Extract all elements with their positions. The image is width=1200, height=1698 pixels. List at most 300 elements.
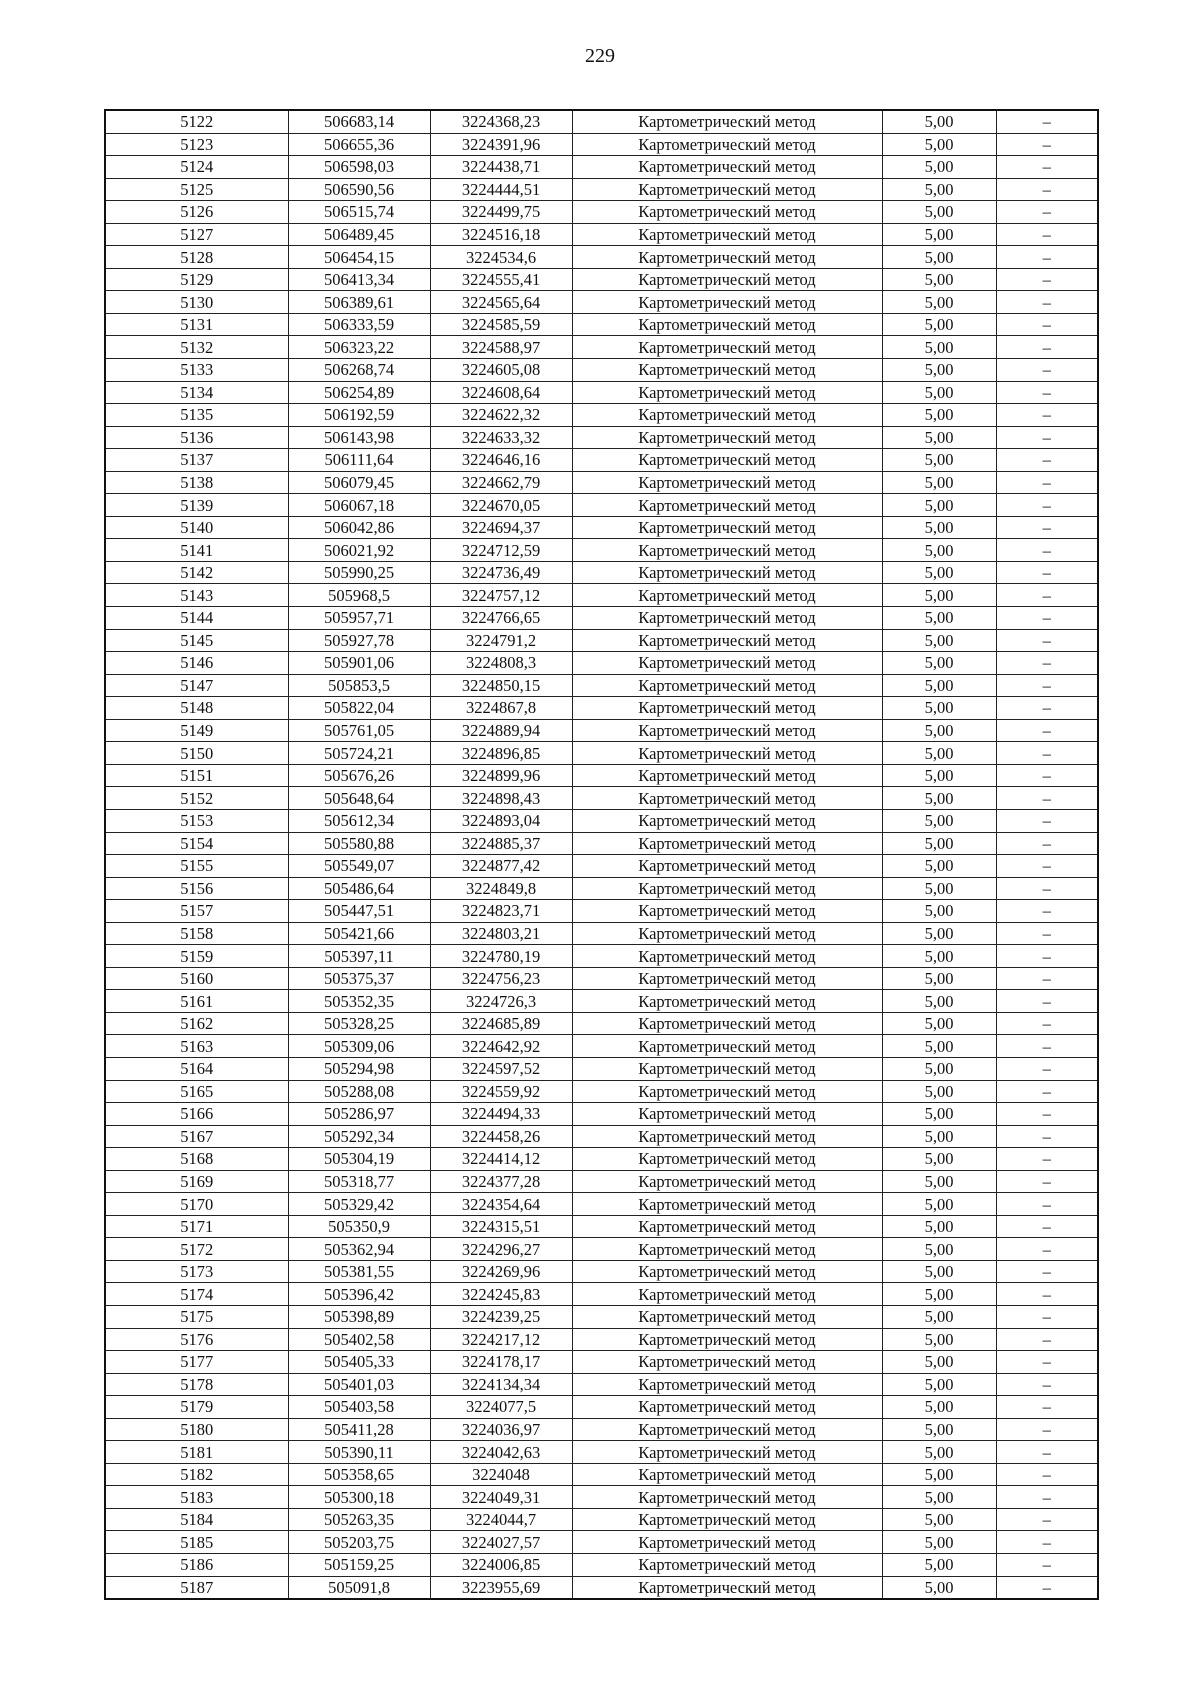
note-cell: – (996, 1125, 1098, 1148)
method-cell: Картометрический метод (572, 967, 882, 990)
x-coordinate-cell: 506143,98 (288, 426, 430, 449)
table-row (105, 268, 1098, 291)
accuracy-cell: 5,00 (882, 539, 996, 562)
table-row (105, 1125, 1098, 1148)
y-coordinate-cell: 3224239,25 (430, 1305, 572, 1328)
x-coordinate-cell: 505294,98 (288, 1057, 430, 1080)
x-coordinate-cell: 505402,58 (288, 1328, 430, 1351)
accuracy-cell: 5,00 (882, 1554, 996, 1577)
table-row (105, 561, 1098, 584)
note-cell: – (996, 1260, 1098, 1283)
x-coordinate-cell: 506454,15 (288, 246, 430, 269)
table-row (105, 1215, 1098, 1238)
point-number-cell: 5178 (105, 1373, 288, 1396)
method-cell: Картометрический метод (572, 1125, 882, 1148)
y-coordinate-cell: 3224597,52 (430, 1057, 572, 1080)
point-number-cell: 5184 (105, 1508, 288, 1531)
accuracy-cell: 5,00 (882, 697, 996, 720)
x-coordinate-cell: 505968,5 (288, 584, 430, 607)
method-cell: Картометрический метод (572, 223, 882, 246)
table-row (105, 426, 1098, 449)
note-cell: – (996, 832, 1098, 855)
accuracy-cell: 5,00 (882, 156, 996, 179)
method-cell: Картометрический метод (572, 156, 882, 179)
accuracy-cell: 5,00 (882, 494, 996, 517)
accuracy-cell: 5,00 (882, 945, 996, 968)
table-row (105, 471, 1098, 494)
accuracy-cell: 5,00 (882, 1531, 996, 1554)
table-row (105, 1554, 1098, 1577)
method-cell: Картометрический метод (572, 516, 882, 539)
note-cell: – (996, 764, 1098, 787)
accuracy-cell: 5,00 (882, 336, 996, 359)
x-coordinate-cell: 505990,25 (288, 561, 430, 584)
x-coordinate-cell: 505091,8 (288, 1576, 430, 1599)
x-coordinate-cell: 506333,59 (288, 313, 430, 336)
point-number-cell: 5143 (105, 584, 288, 607)
y-coordinate-cell: 3224134,34 (430, 1373, 572, 1396)
note-cell: – (996, 1148, 1098, 1171)
method-cell: Картометрический метод (572, 494, 882, 517)
method-cell: Картометрический метод (572, 1396, 882, 1419)
accuracy-cell: 5,00 (882, 764, 996, 787)
accuracy-cell: 5,00 (882, 1508, 996, 1531)
y-coordinate-cell: 3223955,69 (430, 1576, 572, 1599)
note-cell: – (996, 1193, 1098, 1216)
y-coordinate-cell: 3224766,65 (430, 607, 572, 630)
method-cell: Картометрический метод (572, 900, 882, 923)
method-cell: Картометрический метод (572, 1215, 882, 1238)
method-cell: Картометрический метод (572, 1463, 882, 1486)
note-cell: – (996, 133, 1098, 156)
y-coordinate-cell: 3224694,37 (430, 516, 572, 539)
point-number-cell: 5144 (105, 607, 288, 630)
x-coordinate-cell: 506515,74 (288, 201, 430, 224)
accuracy-cell: 5,00 (882, 1125, 996, 1148)
table-row (105, 1238, 1098, 1261)
x-coordinate-cell: 505203,75 (288, 1531, 430, 1554)
accuracy-cell: 5,00 (882, 1193, 996, 1216)
table-row (105, 1305, 1098, 1328)
note-cell: – (996, 561, 1098, 584)
method-cell: Картометрический метод (572, 1080, 882, 1103)
accuracy-cell: 5,00 (882, 1328, 996, 1351)
y-coordinate-cell: 3224315,51 (430, 1215, 572, 1238)
method-cell: Картометрический метод (572, 1283, 882, 1306)
point-number-cell: 5155 (105, 855, 288, 878)
y-coordinate-cell: 3224391,96 (430, 133, 572, 156)
note-cell: – (996, 877, 1098, 900)
method-cell: Картометрический метод (572, 359, 882, 382)
note-cell: – (996, 697, 1098, 720)
table-row (105, 516, 1098, 539)
accuracy-cell: 5,00 (882, 404, 996, 427)
x-coordinate-cell: 506067,18 (288, 494, 430, 517)
x-coordinate-cell: 505405,33 (288, 1351, 430, 1374)
method-cell: Картометрический метод (572, 877, 882, 900)
point-number-cell: 5149 (105, 719, 288, 742)
note-cell: – (996, 1554, 1098, 1577)
y-coordinate-cell: 3224622,32 (430, 404, 572, 427)
method-cell: Картометрический метод (572, 584, 882, 607)
method-cell: Картометрический метод (572, 1057, 882, 1080)
note-cell: – (996, 201, 1098, 224)
method-cell: Картометрический метод (572, 1576, 882, 1599)
note-cell: – (996, 584, 1098, 607)
x-coordinate-cell: 506021,92 (288, 539, 430, 562)
point-number-cell: 5150 (105, 742, 288, 765)
table-row (105, 1576, 1098, 1599)
accuracy-cell: 5,00 (882, 223, 996, 246)
point-number-cell: 5169 (105, 1170, 288, 1193)
point-number-cell: 5146 (105, 652, 288, 675)
note-cell: – (996, 719, 1098, 742)
method-cell: Картометрический метод (572, 381, 882, 404)
point-number-cell: 5131 (105, 313, 288, 336)
x-coordinate-cell: 506590,56 (288, 178, 430, 201)
y-coordinate-cell: 3224670,05 (430, 494, 572, 517)
note-cell: – (996, 922, 1098, 945)
table-row (105, 1486, 1098, 1509)
table-row (105, 133, 1098, 156)
note-cell: – (996, 855, 1098, 878)
x-coordinate-cell: 505761,05 (288, 719, 430, 742)
table-row (105, 1508, 1098, 1531)
note-cell: – (996, 494, 1098, 517)
accuracy-cell: 5,00 (882, 449, 996, 472)
x-coordinate-cell: 505286,97 (288, 1103, 430, 1126)
accuracy-cell: 5,00 (882, 1463, 996, 1486)
y-coordinate-cell: 3224588,97 (430, 336, 572, 359)
method-cell: Картометрический метод (572, 336, 882, 359)
accuracy-cell: 5,00 (882, 313, 996, 336)
x-coordinate-cell: 505358,65 (288, 1463, 430, 1486)
note-cell: – (996, 1576, 1098, 1599)
x-coordinate-cell: 506413,34 (288, 268, 430, 291)
note-cell: – (996, 246, 1098, 269)
x-coordinate-cell: 505822,04 (288, 697, 430, 720)
point-number-cell: 5137 (105, 449, 288, 472)
accuracy-cell: 5,00 (882, 1396, 996, 1419)
point-number-cell: 5125 (105, 178, 288, 201)
table-row (105, 787, 1098, 810)
note-cell: – (996, 1035, 1098, 1058)
coordinates-table-body (105, 110, 1098, 1599)
x-coordinate-cell: 505724,21 (288, 742, 430, 765)
y-coordinate-cell: 3224438,71 (430, 156, 572, 179)
note-cell: – (996, 1057, 1098, 1080)
x-coordinate-cell: 505486,64 (288, 877, 430, 900)
note-cell: – (996, 449, 1098, 472)
y-coordinate-cell: 3224042,63 (430, 1441, 572, 1464)
x-coordinate-cell: 505329,42 (288, 1193, 430, 1216)
table-row (105, 1193, 1098, 1216)
method-cell: Картометрический метод (572, 607, 882, 630)
method-cell: Картометрический метод (572, 404, 882, 427)
note-cell: – (996, 539, 1098, 562)
note-cell: – (996, 652, 1098, 675)
method-cell: Картометрический метод (572, 1305, 882, 1328)
x-coordinate-cell: 506254,89 (288, 381, 430, 404)
x-coordinate-cell: 505381,55 (288, 1260, 430, 1283)
method-cell: Картометрический метод (572, 1531, 882, 1554)
method-cell: Картометрический метод (572, 1260, 882, 1283)
note-cell: – (996, 809, 1098, 832)
table-row (105, 855, 1098, 878)
note-cell: – (996, 1283, 1098, 1306)
y-coordinate-cell: 3224633,32 (430, 426, 572, 449)
y-coordinate-cell: 3224585,59 (430, 313, 572, 336)
table-row (105, 1531, 1098, 1554)
x-coordinate-cell: 506598,03 (288, 156, 430, 179)
table-row (105, 359, 1098, 382)
point-number-cell: 5138 (105, 471, 288, 494)
method-cell: Картометрический метод (572, 922, 882, 945)
table-row (105, 1148, 1098, 1171)
method-cell: Картометрический метод (572, 1238, 882, 1261)
method-cell: Картометрический метод (572, 832, 882, 855)
note-cell: – (996, 1441, 1098, 1464)
point-number-cell: 5139 (105, 494, 288, 517)
table-row (105, 313, 1098, 336)
y-coordinate-cell: 3224377,28 (430, 1170, 572, 1193)
y-coordinate-cell: 3224458,26 (430, 1125, 572, 1148)
table-row (105, 201, 1098, 224)
method-cell: Картометрический метод (572, 246, 882, 269)
y-coordinate-cell: 3224608,64 (430, 381, 572, 404)
y-coordinate-cell: 3224877,42 (430, 855, 572, 878)
y-coordinate-cell: 3224555,41 (430, 268, 572, 291)
point-number-cell: 5140 (105, 516, 288, 539)
x-coordinate-cell: 505397,11 (288, 945, 430, 968)
x-coordinate-cell: 505676,26 (288, 764, 430, 787)
x-coordinate-cell: 505853,5 (288, 674, 430, 697)
x-coordinate-cell: 505957,71 (288, 607, 430, 630)
y-coordinate-cell: 3224217,12 (430, 1328, 572, 1351)
x-coordinate-cell: 505263,35 (288, 1508, 430, 1531)
x-coordinate-cell: 505159,25 (288, 1554, 430, 1577)
note-cell: – (996, 404, 1098, 427)
table-row (105, 945, 1098, 968)
x-coordinate-cell: 506323,22 (288, 336, 430, 359)
point-number-cell: 5154 (105, 832, 288, 855)
accuracy-cell: 5,00 (882, 1305, 996, 1328)
point-number-cell: 5145 (105, 629, 288, 652)
point-number-cell: 5129 (105, 268, 288, 291)
y-coordinate-cell: 3224044,7 (430, 1508, 572, 1531)
method-cell: Картометрический метод (572, 110, 882, 133)
note-cell: – (996, 381, 1098, 404)
note-cell: – (996, 742, 1098, 765)
x-coordinate-cell: 506111,64 (288, 449, 430, 472)
point-number-cell: 5181 (105, 1441, 288, 1464)
method-cell: Картометрический метод (572, 990, 882, 1013)
note-cell: – (996, 787, 1098, 810)
accuracy-cell: 5,00 (882, 719, 996, 742)
method-cell: Картометрический метод (572, 133, 882, 156)
y-coordinate-cell: 3224049,31 (430, 1486, 572, 1509)
y-coordinate-cell: 3224559,92 (430, 1080, 572, 1103)
y-coordinate-cell: 3224646,16 (430, 449, 572, 472)
point-number-cell: 5141 (105, 539, 288, 562)
point-number-cell: 5130 (105, 291, 288, 314)
table-row (105, 832, 1098, 855)
table-row (105, 178, 1098, 201)
method-cell: Картометрический метод (572, 652, 882, 675)
note-cell: – (996, 156, 1098, 179)
note-cell: – (996, 1080, 1098, 1103)
x-coordinate-cell: 505549,07 (288, 855, 430, 878)
method-cell: Картометрический метод (572, 1554, 882, 1577)
note-cell: – (996, 336, 1098, 359)
accuracy-cell: 5,00 (882, 607, 996, 630)
y-coordinate-cell: 3224565,64 (430, 291, 572, 314)
table-row (105, 877, 1098, 900)
point-number-cell: 5164 (105, 1057, 288, 1080)
x-coordinate-cell: 505350,9 (288, 1215, 430, 1238)
note-cell: – (996, 359, 1098, 382)
x-coordinate-cell: 506683,14 (288, 110, 430, 133)
accuracy-cell: 5,00 (882, 832, 996, 855)
y-coordinate-cell: 3224605,08 (430, 359, 572, 382)
method-cell: Картометрический метод (572, 742, 882, 765)
y-coordinate-cell: 3224899,96 (430, 764, 572, 787)
point-number-cell: 5128 (105, 246, 288, 269)
note-cell: – (996, 471, 1098, 494)
method-cell: Картометрический метод (572, 629, 882, 652)
point-number-cell: 5151 (105, 764, 288, 787)
point-number-cell: 5126 (105, 201, 288, 224)
x-coordinate-cell: 505401,03 (288, 1373, 430, 1396)
y-coordinate-cell: 3224354,64 (430, 1193, 572, 1216)
point-number-cell: 5135 (105, 404, 288, 427)
y-coordinate-cell: 3224642,92 (430, 1035, 572, 1058)
point-number-cell: 5156 (105, 877, 288, 900)
point-number-cell: 5133 (105, 359, 288, 382)
y-coordinate-cell: 3224296,27 (430, 1238, 572, 1261)
point-number-cell: 5157 (105, 900, 288, 923)
accuracy-cell: 5,00 (882, 855, 996, 878)
accuracy-cell: 5,00 (882, 1238, 996, 1261)
accuracy-cell: 5,00 (882, 178, 996, 201)
x-coordinate-cell: 505403,58 (288, 1396, 430, 1419)
y-coordinate-cell: 3224245,83 (430, 1283, 572, 1306)
method-cell: Картометрический метод (572, 1441, 882, 1464)
table-row (105, 1283, 1098, 1306)
x-coordinate-cell: 505362,94 (288, 1238, 430, 1261)
accuracy-cell: 5,00 (882, 1080, 996, 1103)
note-cell: – (996, 1012, 1098, 1035)
table-row (105, 1418, 1098, 1441)
point-number-cell: 5175 (105, 1305, 288, 1328)
x-coordinate-cell: 506489,45 (288, 223, 430, 246)
y-coordinate-cell: 3224726,3 (430, 990, 572, 1013)
note-cell: – (996, 1328, 1098, 1351)
x-coordinate-cell: 505580,88 (288, 832, 430, 855)
accuracy-cell: 5,00 (882, 1576, 996, 1599)
note-cell: – (996, 1486, 1098, 1509)
table-row (105, 381, 1098, 404)
y-coordinate-cell: 3224780,19 (430, 945, 572, 968)
point-number-cell: 5173 (105, 1260, 288, 1283)
table-row (105, 223, 1098, 246)
y-coordinate-cell: 3224499,75 (430, 201, 572, 224)
y-coordinate-cell: 3224850,15 (430, 674, 572, 697)
table-row (105, 1328, 1098, 1351)
note-cell: – (996, 1305, 1098, 1328)
x-coordinate-cell: 506192,59 (288, 404, 430, 427)
note-cell: – (996, 1238, 1098, 1261)
x-coordinate-cell: 505328,25 (288, 1012, 430, 1035)
page-number: 229 (585, 45, 615, 67)
x-coordinate-cell: 505411,28 (288, 1418, 430, 1441)
point-number-cell: 5136 (105, 426, 288, 449)
note-cell: – (996, 1351, 1098, 1374)
y-coordinate-cell: 3224823,71 (430, 900, 572, 923)
accuracy-cell: 5,00 (882, 1035, 996, 1058)
accuracy-cell: 5,00 (882, 900, 996, 923)
point-number-cell: 5165 (105, 1080, 288, 1103)
x-coordinate-cell: 506389,61 (288, 291, 430, 314)
point-number-cell: 5148 (105, 697, 288, 720)
point-number-cell: 5134 (105, 381, 288, 404)
point-number-cell: 5132 (105, 336, 288, 359)
note-cell: – (996, 1418, 1098, 1441)
y-coordinate-cell: 3224803,21 (430, 922, 572, 945)
y-coordinate-cell: 3224757,12 (430, 584, 572, 607)
method-cell: Картометрический метод (572, 201, 882, 224)
note-cell: – (996, 629, 1098, 652)
accuracy-cell: 5,00 (882, 110, 996, 133)
method-cell: Картометрический метод (572, 1035, 882, 1058)
point-number-cell: 5153 (105, 809, 288, 832)
y-coordinate-cell: 3224048 (430, 1463, 572, 1486)
method-cell: Картометрический метод (572, 1486, 882, 1509)
accuracy-cell: 5,00 (882, 561, 996, 584)
method-cell: Картометрический метод (572, 561, 882, 584)
table-row (105, 291, 1098, 314)
x-coordinate-cell: 505612,34 (288, 809, 430, 832)
x-coordinate-cell: 505901,06 (288, 652, 430, 675)
accuracy-cell: 5,00 (882, 809, 996, 832)
table-row (105, 1103, 1098, 1126)
note-cell: – (996, 945, 1098, 968)
accuracy-cell: 5,00 (882, 1012, 996, 1035)
y-coordinate-cell: 3224791,2 (430, 629, 572, 652)
table-row (105, 1373, 1098, 1396)
point-number-cell: 5160 (105, 967, 288, 990)
y-coordinate-cell: 3224867,8 (430, 697, 572, 720)
point-number-cell: 5122 (105, 110, 288, 133)
y-coordinate-cell: 3224712,59 (430, 539, 572, 562)
table-row (105, 336, 1098, 359)
point-number-cell: 5180 (105, 1418, 288, 1441)
point-number-cell: 5167 (105, 1125, 288, 1148)
y-coordinate-cell: 3224893,04 (430, 809, 572, 832)
point-number-cell: 5159 (105, 945, 288, 968)
method-cell: Картометрический метод (572, 697, 882, 720)
point-number-cell: 5176 (105, 1328, 288, 1351)
method-cell: Картометрический метод (572, 1373, 882, 1396)
method-cell: Картометрический метод (572, 764, 882, 787)
method-cell: Картометрический метод (572, 471, 882, 494)
x-coordinate-cell: 505304,19 (288, 1148, 430, 1171)
accuracy-cell: 5,00 (882, 922, 996, 945)
table-row (105, 607, 1098, 630)
note-cell: – (996, 178, 1098, 201)
note-cell: – (996, 967, 1098, 990)
point-number-cell: 5123 (105, 133, 288, 156)
